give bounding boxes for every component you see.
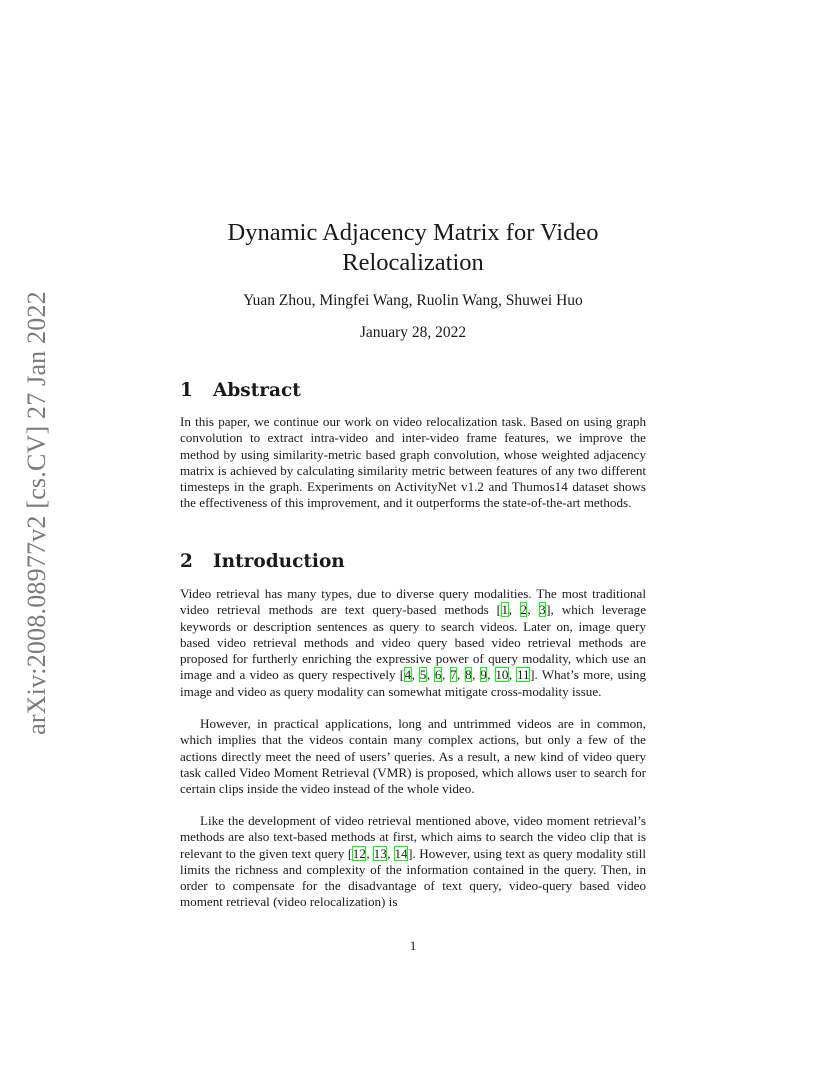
intro-paragraph-2: However, in practical applications, long and untrimmed videos are in common, which implies that the videos contain many complex actions, but only a few of the actions directly meet the need of users’ queries. As a result, a new kind of video query task called Video Moment Retrieval (VMR) is proposed, which allows user to search for certain clips inside the video instead of the whole video.	[180, 716, 646, 797]
citation-link[interactable]: 13	[373, 845, 387, 861]
citation-link[interactable]: 7	[450, 667, 457, 683]
section-number: 2	[180, 551, 193, 572]
citation-link[interactable]: 8	[465, 667, 472, 683]
section-title: Abstract	[213, 380, 301, 401]
intro-text: ]. However, using text as query modality still limits the richness and complexity of the information contained in the query. Then, in order to compensate for the disadvantage of text query, video-query based video moment retrieval (video relocalization) is	[180, 845, 646, 910]
paper-authors: Yuan Zhou, Mingfei Wang, Ruolin Wang, Shuwei Huo	[243, 292, 583, 309]
citation-link[interactable]: 11	[516, 667, 530, 683]
page-number: 1	[409, 938, 417, 953]
section-number: 1	[180, 380, 193, 401]
citation-link[interactable]: 3	[539, 602, 546, 618]
intro-text: Like the development of video retrieval mentioned above, video moment retrieval’s methods are also text-based methods at first, which aims to search the video clip that is relevant to the given text query [	[180, 813, 646, 861]
intro-paragraph-3: Like the development of video retrieval mentioned above, video moment retrieval’s methods are also text-based methods at first, which aims to search the video clip that is relevant to the given text query [12, 13, 14]. However, using text as query modality still limits the richness and complexity of the information contained in the query. Then, in order to compensate for the disadvantage of text query, video-query based video moment retrieval (video relocalization) is	[180, 813, 646, 910]
section-heading-introduction	[180, 551, 646, 572]
paper-title: Dynamic Adjacency Matrix for Video Relocalization	[227, 219, 599, 276]
intro-text: ], which leverage keywords or description sentences as query to search videos. Later on, image query based video retrieval methods and video query based video retrieval methods are proposed for furtherly enriching the expressive power of query modality, which use an image and a video as query respectively [	[180, 602, 647, 683]
abstract-paragraph: In this paper, we continue our work on video relocalization task. Based on using graph convolution to extract intra-video and inter-video frame features, we improve the method by using similarity-metric based graph convolution, whose weighted adjacency matrix is achieved by calculating similarity metric between features of any two different timesteps in the graph. Experiments on ActivityNet v1.2 and Thumos14 dataset shows the effectiveness of this improvement, and it outperforms the state-of-the-art methods.	[180, 414, 646, 511]
intro-paragraph-1: Video retrieval has many types, due to diverse query modalities. The most traditional video retrieval methods are text query-based methods [1, 2, 3], which leverage keywords or description sentences as query to search videos. Later on, image query based video retrieval methods and video query based video retrieval methods are proposed for furtherly enriching the expressive power of query modality, which use an image and a video as query respectively [4, 5, 6, 7, 8, 9, 10, 11]. What’s more, using image and video as query modality can somewhat mitigate cross-modality issue.	[180, 586, 647, 699]
section-heading-abstract	[180, 380, 646, 401]
citation-link[interactable]: 4	[404, 667, 412, 683]
citation-link[interactable]: 5	[419, 667, 427, 683]
intro-text: Video retrieval has many types, due to diverse query modalities. The most traditional video retrieval methods are text query-based methods [	[180, 586, 646, 618]
citation-link[interactable]: 10	[495, 667, 509, 683]
citation-link[interactable]: 14	[394, 845, 408, 861]
citation-link[interactable]: 12	[352, 845, 366, 861]
section-title: Introduction	[213, 551, 345, 572]
citation-link[interactable]: 2	[520, 602, 527, 618]
paper-date: January 28, 2022	[359, 324, 467, 341]
citation-link[interactable]: 1	[501, 602, 509, 618]
citation-link[interactable]: 9	[480, 667, 487, 683]
arxiv-identifier-text: arXiv:2008.08977v2 [cs.CV] 27 Jan 2022	[22, 290, 51, 735]
citation-link[interactable]: 6	[434, 667, 442, 683]
arxiv-identifier	[20, 290, 54, 735]
intro-text: ]. What’s more, using image and video as query modality can somewhat mitigate cross-modality issue.	[180, 667, 646, 699]
